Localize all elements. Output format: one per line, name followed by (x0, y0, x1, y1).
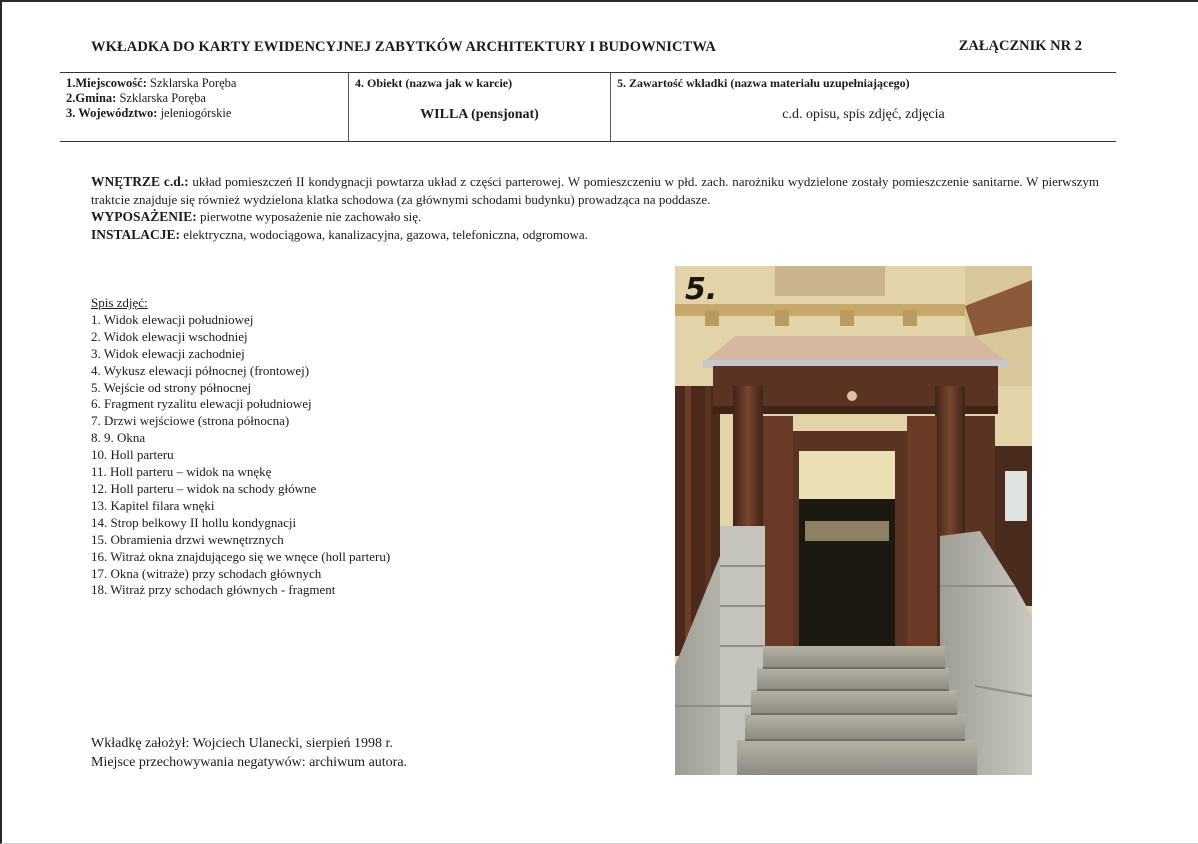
list-item: 5. Wejście od strony północnej (91, 379, 252, 395)
list-item: 10. Holl parteru (91, 447, 174, 463)
content-value: c.d. opisu, spis zdjęć, zdjęcia (782, 107, 945, 122)
town-row (66, 76, 348, 91)
commune-value: Szklarska Poręba (119, 91, 206, 105)
entrance-photo (675, 266, 1032, 775)
equipment-paragraph (91, 208, 1099, 226)
object-cell (348, 73, 610, 141)
voivodeship-label: 3. Województwo: (66, 106, 158, 120)
interior-text: układ pomieszczeń II kondygnacji powtarza układ z części parterowej. W pomieszczeniu w płd. zach. narożniku wydzielone zostały pomieszczenie sanitarne. W pierwszym traktcie znajduje się również wydzielona klatka schodowa (za głównymi schodami budynku) prowadząca na poddasze. (91, 174, 1100, 207)
description (91, 173, 1099, 243)
author-line: Wkładkę założył: Wojciech Ulanecki, sierpień 1998 r. (91, 736, 393, 751)
list-item: 1. Widok elewacji południowej (91, 311, 254, 327)
content-cell (610, 73, 1116, 141)
footer (91, 734, 407, 772)
object-value: WILLA (pensjonat) (420, 107, 539, 122)
list-item: 17. Okna (witraże) przy schodach głównych (91, 565, 322, 581)
commune-label: 2.Gmina: (66, 91, 117, 105)
list-item: 14. Strop belkowy II hollu kondygnacji (91, 514, 297, 530)
list-item: 8. 9. Okna (91, 430, 146, 446)
equipment-label: WYPOSAŻENIE: (91, 209, 197, 224)
installations-paragraph (91, 226, 1099, 244)
town-label: 1.Miejscowość: (66, 76, 147, 90)
town-value: Szklarska Poręba (150, 76, 237, 90)
commune-row (66, 91, 348, 106)
interior-paragraph (91, 173, 1099, 208)
voivodeship-row (66, 106, 348, 121)
photo-list (91, 295, 390, 599)
photo-number: 5. (685, 272, 718, 307)
list-item: 3. Widok elewacji zachodniej (91, 345, 245, 361)
object-label: 4. Obiekt (nazwa jak w karcie) (355, 76, 513, 90)
voivodeship-value: jeleniogórskie (160, 106, 232, 120)
location-cell (60, 73, 348, 141)
info-table (60, 72, 1116, 142)
storage-line: Miejsce przechowywania negatywów: archiwum autora. (91, 755, 408, 770)
list-item: 11. Holl parteru – widok na wnękę (91, 464, 272, 480)
entrance-photo-drawing (675, 266, 1032, 775)
interior-label: WNĘTRZE c.d.: (91, 174, 189, 189)
document-title: WKŁADKA DO KARTY EWIDENCYJNEJ ZABYTKÓW ARCHITEKTURY I BUDOWNICTWA (91, 39, 716, 55)
list-item: 7. Drzwi wejściowe (strona północna) (91, 413, 290, 429)
installations-text: elektryczna, wodociągowa, kanalizacyjna, gazowa, telefoniczna, odgromowa. (183, 226, 588, 242)
list-item: 2. Widok elewacji wschodniej (91, 328, 248, 344)
list-item: 6. Fragment ryzalitu elewacji południowej (91, 396, 312, 412)
equipment-text: pierwotne wyposażenie nie zachowało się. (200, 209, 422, 224)
annex-number: ZAŁĄCZNIK NR 2 (958, 38, 1082, 54)
list-item: 16. Witraż okna znajdującego się we wnęce (holl parteru) (91, 548, 391, 564)
content-label: 5. Zawartość wkładki (nazwa materiału uzupełniającego) (617, 76, 910, 90)
list-item: 4. Wykusz elewacji północnej (frontowej) (91, 362, 310, 378)
list-item: 12. Holl parteru – widok na schody główne (91, 480, 317, 496)
list-item: 15. Obramienia drzwi wewnętrznych (91, 531, 284, 547)
list-item: 18. Witraż przy schodach głównych - fragment (91, 582, 336, 598)
photo-list-heading: Spis zdjęć: (91, 295, 148, 310)
list-item: 13. Kapitel filara wnęki (91, 497, 215, 513)
installations-label: INSTALACJE: (91, 226, 181, 242)
